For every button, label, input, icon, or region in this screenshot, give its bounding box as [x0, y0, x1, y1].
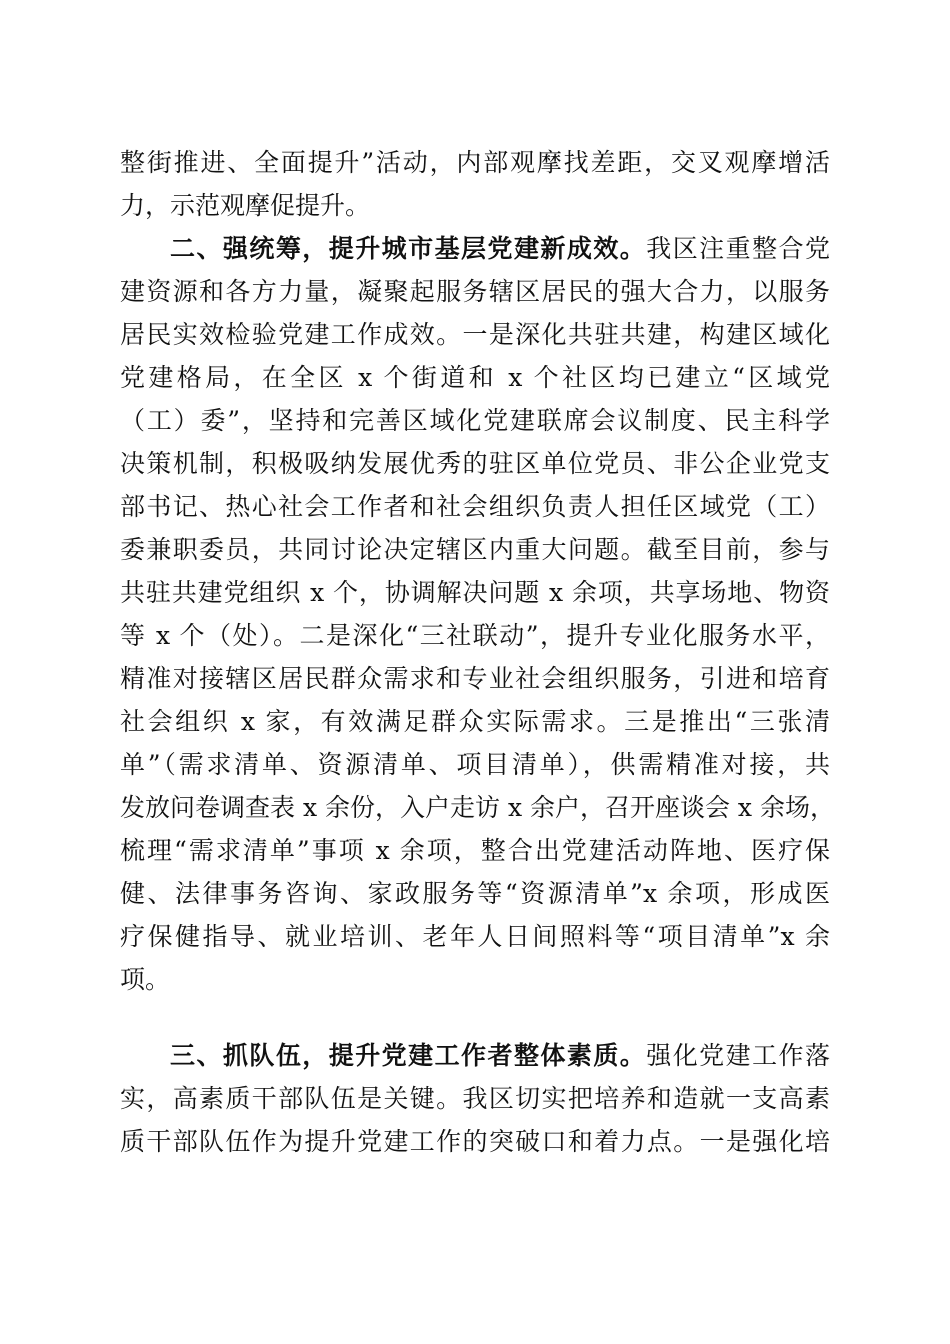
text-line: 共驻共建党组织 x 个，协调解决问题 x 余项，共享场地、物资 — [120, 578, 830, 607]
text-line: 梳理“需求清单”事项 x 余项，整合出党建活动阵地、医疗保 — [120, 836, 830, 865]
text-line: （工）委”，坚持和完善区域化党建联席会议制度、民主科学 — [120, 406, 830, 435]
text-line: 整街推进、全面提升”活动，内部观摩找差距，交叉观摩增活 — [120, 148, 830, 177]
text-line: 社会组织 x 家，有效满足群众实际需求。三是推出“三张清 — [120, 707, 830, 736]
text-line: 疗保健指导、就业培训、老年人日间照料等“项目清单”x 余 — [120, 922, 830, 951]
text-line: 建资源和各方力量，凝聚起服务辖区居民的强大合力，以服务 — [120, 277, 830, 306]
text-run: 强化党建工作落 — [646, 1041, 830, 1070]
section-heading: 二、强统筹，提升城市基层党建新成效。 — [170, 234, 647, 263]
text-line: 健、法律事务咨询、家政服务等“资源清单”x 余项，形成医 — [120, 879, 830, 908]
paragraph-first-line — [170, 1040, 830, 1072]
text-line: 项。 — [120, 965, 171, 994]
text-line: 发放问卷调查表 x 余份，入户走访 x 余户，召开座谈会 x 余场， — [120, 793, 835, 822]
paragraph-first-line — [170, 233, 830, 265]
text-line: 单”（需求清单、资源清单、项目清单），供需精准对接，共 — [120, 750, 830, 779]
text-line: 部书记、热心社会工作者和社会组织负责人担任区域党（工） — [120, 492, 830, 521]
text-line: 党建格局，在全区 x 个街道和 x 个社区均已建立“区域党 — [120, 363, 830, 392]
text-line: 等 x 个（处）。二是深化“三社联动”，提升专业化服务水平， — [120, 621, 830, 650]
text-line: 决策机制，积极吸纳发展优秀的驻区单位党员、非公企业党支 — [120, 449, 830, 478]
text-line: 精准对接辖区居民群众需求和专业社会组织服务，引进和培育 — [120, 664, 830, 693]
text-line: 实，高素质干部队伍是关键。我区切实把培养和造就一支高素 — [120, 1084, 830, 1113]
text-line: 力，示范观摩促提升。 — [120, 191, 371, 220]
text-line: 居民实效检验党建工作成效。一是深化共驻共建，构建区域化 — [120, 320, 830, 349]
text-run: 我区注重整合党 — [646, 234, 830, 263]
section-heading: 三、抓队伍，提升党建工作者整体素质。 — [170, 1041, 647, 1070]
text-line: 质干部队伍作为提升党建工作的突破口和着力点。一是强化培 — [120, 1127, 830, 1156]
text-line: 委兼职委员，共同讨论决定辖区内重大问题。截至目前，参与 — [120, 535, 830, 564]
